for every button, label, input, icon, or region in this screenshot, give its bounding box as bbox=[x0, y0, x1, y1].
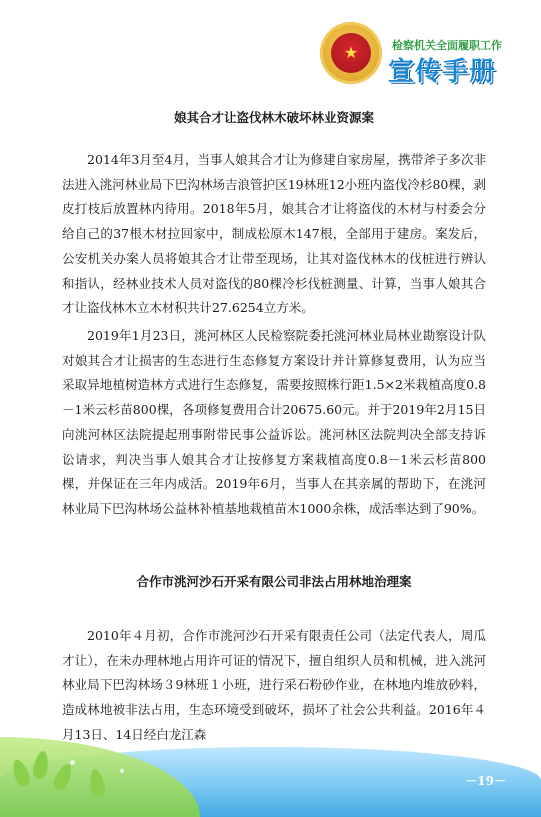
page-footer bbox=[0, 730, 541, 817]
header-subtitle: 检察机关全面履职工作 bbox=[392, 39, 502, 52]
case-title: 合作市洮河沙石开采有限公司非法占用林地治理案 bbox=[136, 574, 412, 589]
case-paragraph: 2019年1月23日，洮河林区人民检察院委托洮河林业局林业勘察设计队对娘其合才让损害的生态进行生态修复方案设计并计算修复费用，认为应当采取异地植树造林方式进行生态修复，需要按照株行距1.5×2米栽植高度0.8－1米云杉苗800棵，各项修复费用合计20675.60元。并于2019年2月15日向洮河林区法院提起刑事附带民事公益诉讼。洮河林区法院判决全部支持诉讼请求，判决当事人娘其合才让按修复方案栽植高度0.8－1米云杉苗800棵，并保证在三年内成活。2019年6月，当事人在其亲属的帮助下，在洮河林业局下巴沟林场公益林补植基地栽植苗木1000余株，成活率达到了90%。 bbox=[62, 328, 486, 516]
sparkle-icon bbox=[120, 769, 124, 773]
procuratorate-emblem-icon: ★ bbox=[320, 22, 382, 84]
case-paragraph: 2010年４月初，合作市洮河沙石开采有限责任公司（法定代表人，周瓜才让），在未办理林地占用许可证的情况下，擅自组织人员和机械，进入洮河林业局下巴沟林场３9林班１小班，进行采石粉砂作业，在林地内堆放砂料，造成林地被非法占用，生态环境受到破坏，损坏了社会公共利益。2016年４月13日、14日经白龙江森 bbox=[62, 628, 486, 742]
case-paragraph: 2014年3月至4月，当事人娘其合才让为修建自家房屋，携带斧子多次非法进入洮河林业局下巴沟林场吉浪管护区19林班12小班内盗伐冷杉80棵，剥皮打枝后放置林内待用。2018年5月，娘其合才让将盗伐的木材与村委会分给自己的37根木材拉回家中，制成松原木147根，全部用于建房。案发后，公安机关办案人员将娘其合才让带至现场，让其对盗伐林木的伐桩进行辨认和指认，经林业技术人员对盗伐的80棵冷杉伐桩测量、计算，当事人娘其合才让盗伐林木立木材积共计27.6254立方米。 bbox=[62, 152, 486, 316]
header-title: 宣传手册 bbox=[388, 57, 497, 87]
case-title: 娘其合才让盗伐林木破坏林业资源案 bbox=[173, 110, 374, 125]
page-number: －19－ bbox=[465, 774, 506, 788]
page-header bbox=[0, 0, 541, 100]
sparkle-icon bbox=[70, 760, 75, 765]
